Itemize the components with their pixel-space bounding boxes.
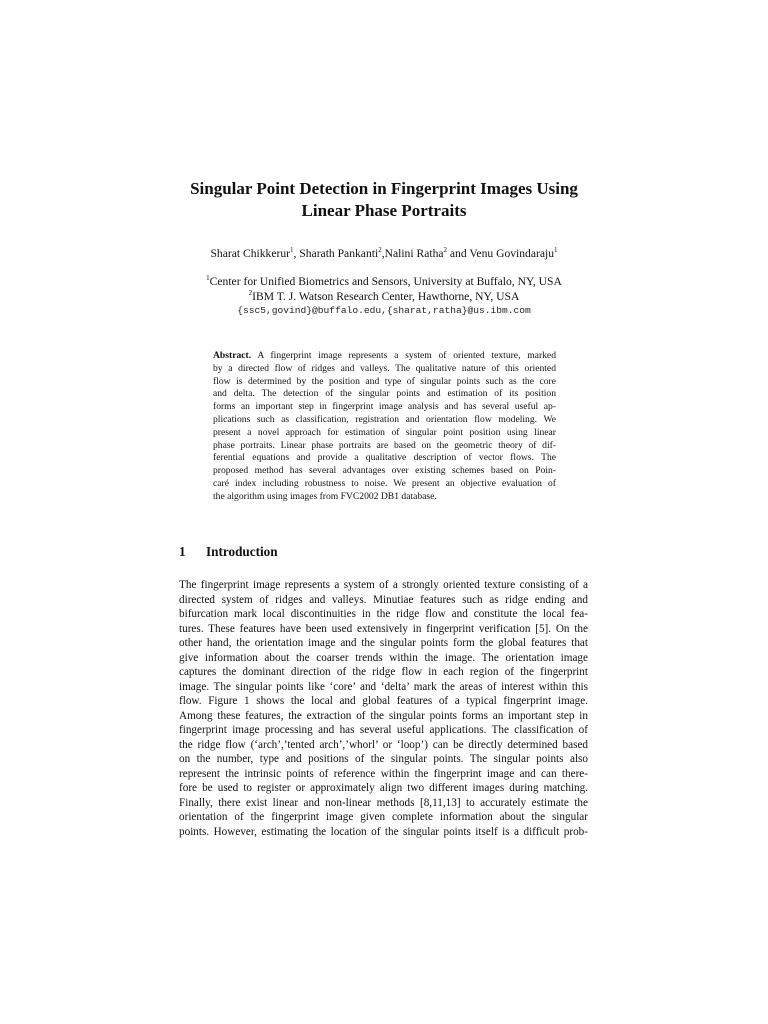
author-affiliation-mark: 1 xyxy=(290,246,294,254)
body-text-line: give information about the coarser trends within the image. The orientation image xyxy=(179,651,588,664)
body-text-line: the ridge flow (‘arch’,’tented arch’,’whorl’ or ‘loop’) can be directly determined based xyxy=(179,738,588,751)
author-affiliation-mark: 2 xyxy=(378,246,382,254)
author-affiliation-mark: 1 xyxy=(554,246,558,254)
author-separator: and xyxy=(447,247,470,260)
abstract xyxy=(213,350,556,504)
body-text-line: The fingerprint image represents a system of a strongly oriented texture consisting of a xyxy=(179,579,588,591)
title-line-1: Singular Point Detection in Fingerprint Images Using xyxy=(190,179,578,198)
abstract-line: ferential equations and provide a qualitative description of vector flows. The xyxy=(213,452,556,464)
affiliation-mark: 1 xyxy=(206,274,210,282)
abstract-line: and delta. The detection of the singular points and estimation of its position xyxy=(213,388,556,400)
author-separator: , xyxy=(381,247,385,260)
body-text-line: tures. These features have been used extensively in fingerprint verification [5]. On the xyxy=(179,622,588,635)
title-line-2: Linear Phase Portraits xyxy=(301,201,467,220)
author-affiliation-mark: 2 xyxy=(443,246,448,254)
body-text-line: orientation of the fingerprint image given complete information about the singular xyxy=(179,811,588,823)
paper-title xyxy=(120,178,648,222)
affiliation-1 xyxy=(120,275,648,289)
author-separator: , xyxy=(293,247,300,260)
body-text-line: fingerprint image processing and has several useful applications. The classification of xyxy=(179,724,588,736)
abstract-label: Abstract. xyxy=(213,350,252,361)
abstract-line: phase portraits. Linear phase portraits are based on the geometric theory of dif- xyxy=(213,439,556,451)
body-text-line: fore be used to register or approximately align two different images during matching. xyxy=(179,782,588,794)
abstract-line: present a novel approach for estimation of singular point position using linear xyxy=(213,426,556,438)
author-name: Sharath Pankanti xyxy=(299,247,379,260)
abstract-line: forms an important step in fingerprint image analysis and has several useful ap- xyxy=(213,401,556,413)
abstract-line: proposed method has several advantages over existing schemes based on Poin- xyxy=(213,465,556,477)
section-number: 1 xyxy=(179,544,186,559)
author-emails: {ssc5,govind}@buffalo.edu,{sharat,ratha}@us.ibm.com xyxy=(237,305,531,316)
body-text-line: directed system of ridges and valleys. Minutiae features such as ridge ending and xyxy=(179,593,588,606)
section-title: Introduction xyxy=(206,544,278,559)
abstract-first-line-text: A fingerprint image represents a system of oriented texture, marked xyxy=(251,350,556,361)
body-text-line: represent the intrinsic points of reference within the fingerprint image and can there- xyxy=(179,767,588,780)
body-text-line: other hand, the orientation image and the singular points form the global features that xyxy=(179,637,588,649)
abstract-line: caré index including robustness to noise. We present an objective evaluation of xyxy=(213,477,556,489)
abstract-line: the algorithm using images from FVC2002 DB1 database. xyxy=(213,490,437,502)
author-name: Nalini Ratha xyxy=(384,247,444,260)
author-name: Venu Govindaraju xyxy=(469,247,555,260)
abstract-line: by a directed flow of ridges and valleys. The qualitative nature of this oriented xyxy=(213,362,556,374)
body-text-line: on the number, type and positions of the singular points. The singular points also xyxy=(179,753,588,765)
body-text-line: flow. Figure 1 shows the local and global features of a typical fingerprint image. xyxy=(179,695,588,707)
body-text-line: captures the dominant direction of the ridge flow in each region of the fingerprint xyxy=(179,666,588,678)
body-text-line: Finally, there exist linear and non-linear methods [8,11,13] to accurately estimate the xyxy=(179,796,588,809)
section-heading xyxy=(179,544,278,560)
body-text-line: points. However, estimating the location of the singular points itself is a difficult prob- xyxy=(179,825,588,838)
affiliation-mark: 2 xyxy=(248,289,253,297)
affiliation-text: IBM T. J. Watson Research Center, Hawthorne, NY, USA xyxy=(252,290,520,303)
body-text xyxy=(179,578,588,839)
abstract-line: plications such as classification, registration and orientation flow modeling. We xyxy=(213,413,556,425)
affiliation-text: Center for Unified Biometrics and Sensors, University at Buffalo, NY, USA xyxy=(209,275,562,288)
affiliation-2 xyxy=(120,290,648,304)
author-name: Sharat Chikkerur xyxy=(210,247,290,260)
body-text-line: Among these features, the extraction of the singular points forms an important step in xyxy=(179,709,588,722)
body-text-line: bifurcation mark local discontinuities in the ridge flow and constitute the local fea- xyxy=(179,608,588,620)
abstract-line xyxy=(213,350,556,363)
body-text-line: image. The singular points like ‘core’ and ‘delta’ mark the areas of interest within this xyxy=(179,680,588,693)
author-list xyxy=(120,247,648,261)
abstract-line: flow is determined by the position and type of singular points such as the core xyxy=(213,375,556,387)
